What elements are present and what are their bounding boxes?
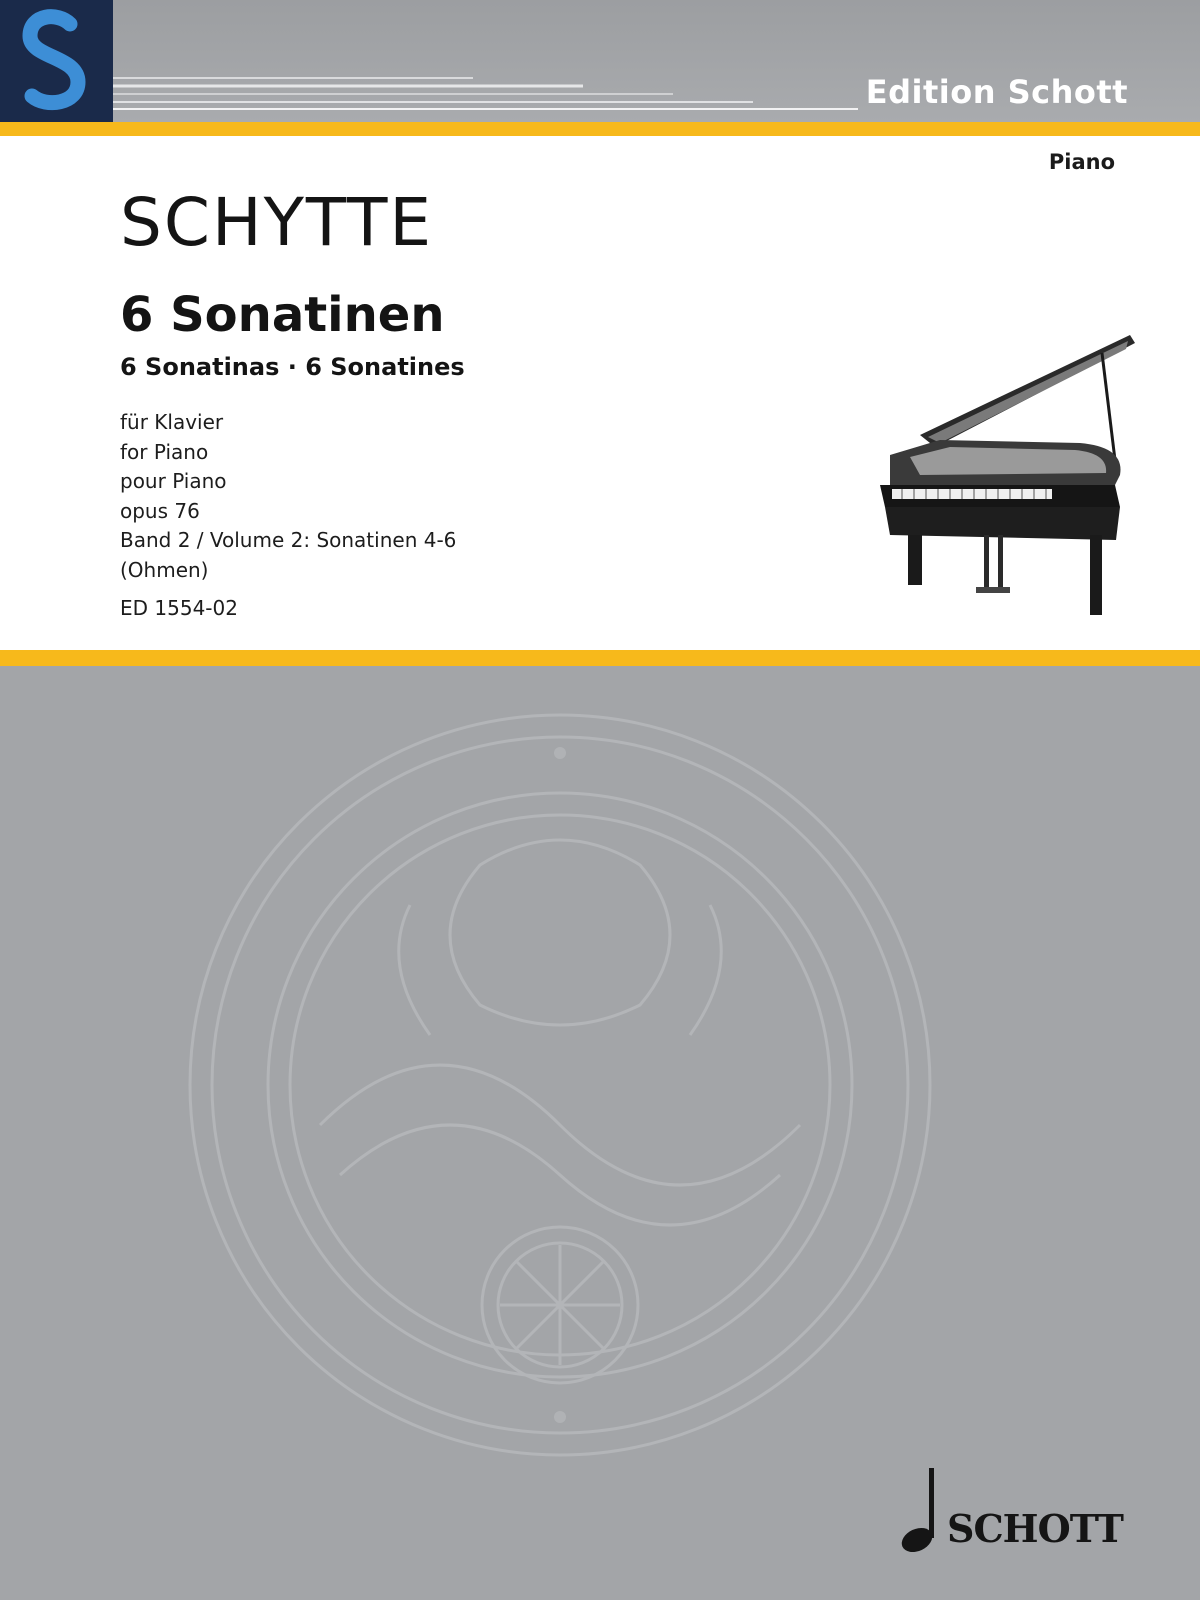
work-subtitle: 6 Sonatinas · 6 Sonatines [120,353,465,381]
work-title: 6 Sonatinen [120,287,445,343]
catalog-number: ED 1554-02 [120,596,238,620]
detail-line: (Ohmen) [120,557,209,582]
work-details [120,408,456,585]
detail-line: Band 2 / Volume 2: Sonatinen 4-6 [120,528,457,552]
note-icon [895,1462,955,1562]
schott-wordmark: SCHOTT [947,1506,1123,1551]
bottom-accent-stripe [0,650,1200,666]
header-bar [0,0,1200,122]
composer-name: SCHYTTE [120,184,434,261]
detail-line: opus 76 [120,498,200,523]
speed-lines-decoration [113,0,873,122]
top-accent-stripe [0,122,1200,136]
detail-line: pour Piano [120,469,227,493]
instrument-label: Piano [1048,150,1115,174]
edition-title: Edition Schott [865,73,1128,111]
detail-line: für Klavier [120,410,224,434]
detail-line: for Piano [120,439,209,464]
grand-piano-image [880,335,1145,620]
schott-publisher-logo [895,1462,1123,1566]
watermark-seal-icon [180,705,940,1465]
schott-s-logo-icon [0,0,113,122]
